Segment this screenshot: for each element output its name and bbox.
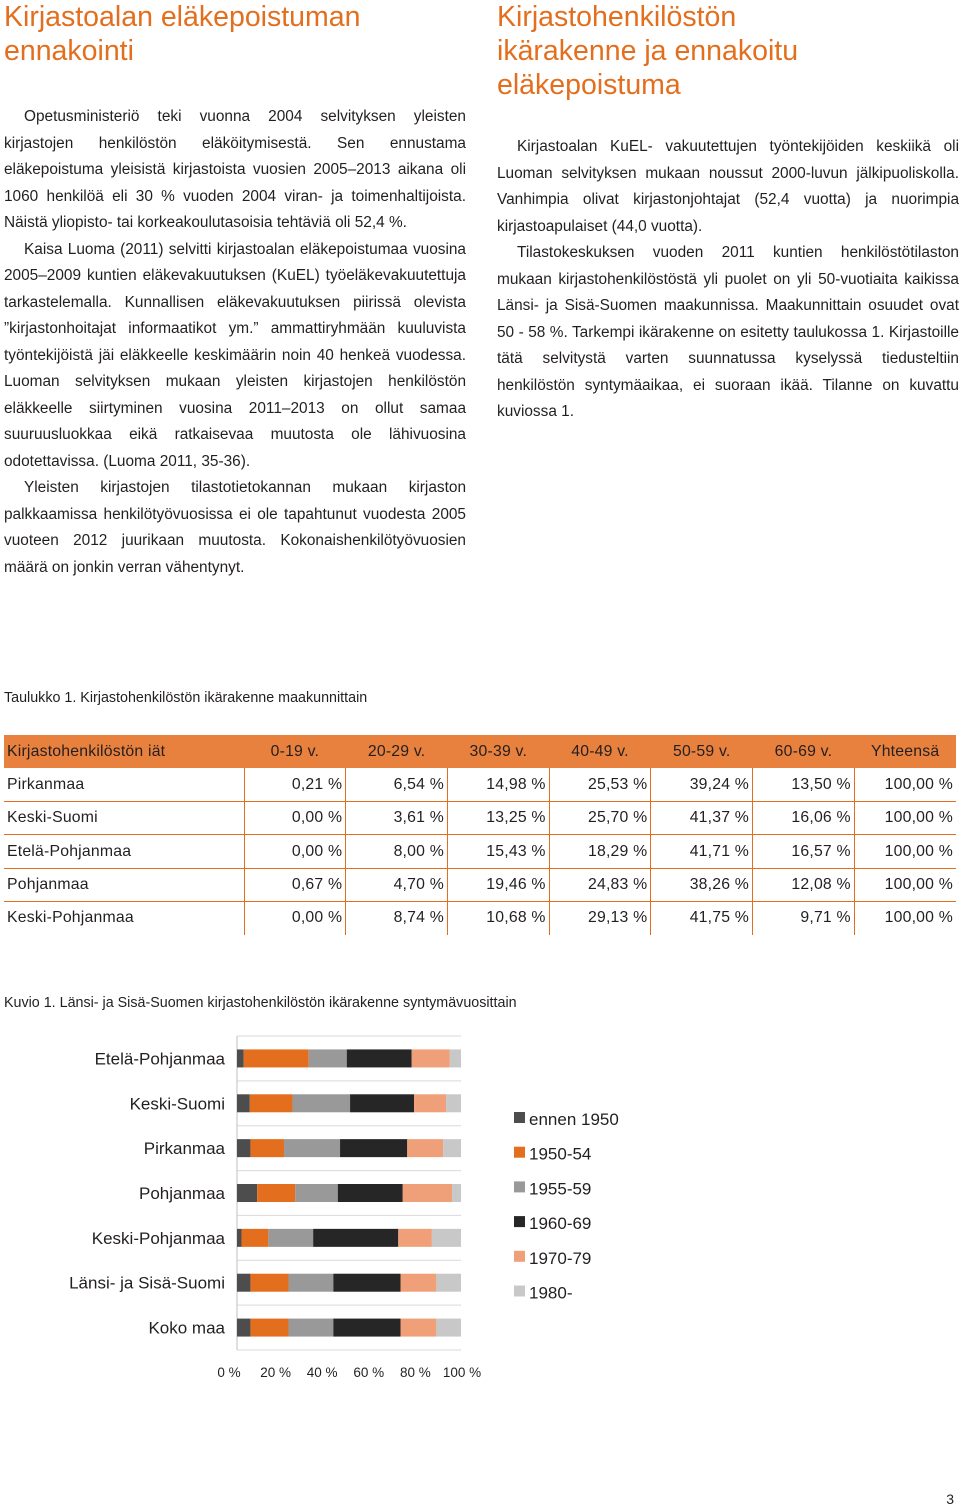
table-cell: 16,57 % [753, 835, 855, 868]
bar-segment [250, 1139, 284, 1157]
table-row [4, 868, 956, 901]
table-row [4, 768, 956, 801]
table-cell: 6,54 % [346, 768, 448, 801]
bar-segment [241, 1229, 268, 1247]
table-header-cell: 20-29 v. [346, 735, 448, 768]
table-cell: Keski-Suomi [4, 802, 244, 835]
table-header-cell: 0-19 v. [244, 735, 346, 768]
bar-segment [452, 1184, 461, 1202]
bar-segment [250, 1094, 293, 1112]
bar-segment [432, 1229, 461, 1247]
table-cell: 14,98 % [447, 768, 549, 801]
x-tick-label: 40 % [306, 1365, 338, 1380]
bar-segment [401, 1274, 437, 1292]
table-header-cell: Yhteensä [854, 735, 956, 768]
table-caption: Taulukko 1. Kirjastohenkilöstön ikärakenne maakunnittain [4, 690, 368, 706]
paragraph: Yleisten kirjastojen tilastotietokannan mukaan kirjaston palkkaamissa henkilötyövuosissa ei ole tapahtunut vuodesta 2005 vuoteen 2012 juurikaan muutosta. Kokonaishenkilötyövuosien määrä on jonkin verran vähentynyt. [4, 479, 466, 576]
bar-segment [244, 1049, 309, 1067]
bar-segment [257, 1184, 295, 1202]
right-heading-line: eläkepoistuma [497, 69, 681, 101]
bar-segment [237, 1184, 257, 1202]
legend-swatch [514, 1216, 525, 1227]
bar-segment [284, 1139, 340, 1157]
category-label: Pohjanmaa [138, 1184, 225, 1203]
table-header-cell: 50-59 v. [651, 735, 753, 768]
table-cell: Keski-Pohjanmaa [7, 909, 134, 927]
x-tick-label: 80 % [399, 1365, 431, 1380]
legend-label: 1970-79 [529, 1248, 592, 1268]
paragraph: Opetusministeriö teki vuonna 2004 selvityksen yleisten kirjastojen henkilöstön eläköitymisestä. Sen ennustama eläkepoistuma yleisistä kirjastoista vuosien 2005–2013 aikana oli 1060 henkilöä eli 30 % vuoden 2004 viran- ja toimenhaltijoista. Näistä yliopisto- tai korkeakoulutasoisia tehtäviä oli 52,4 %. [4, 108, 466, 231]
bar-segment [289, 1319, 334, 1337]
category-label: Keski-Suomi [129, 1094, 225, 1114]
table-cell: 39,24 % [651, 768, 753, 801]
table-cell: 24,83 % [549, 868, 651, 901]
legend-swatch [514, 1286, 525, 1297]
bar-segment [446, 1094, 461, 1112]
table-cell: 12,08 % [753, 868, 855, 901]
right-heading-line: ikärakenne ja ennakoitu [497, 35, 799, 67]
table-cell: 0,00 % [244, 835, 346, 868]
bar-segment [436, 1319, 461, 1337]
bar-segment [237, 1094, 250, 1112]
bar-segment [398, 1229, 432, 1247]
table-header-cell: 60-69 v. [753, 735, 855, 768]
right-heading [497, 0, 959, 102]
table-cell: 16,06 % [753, 802, 855, 835]
x-tick-label: 100 % [442, 1365, 482, 1380]
bar-segment [333, 1319, 400, 1337]
bar-segment [340, 1139, 407, 1157]
table-header-row [4, 735, 956, 768]
right-column [497, 0, 959, 426]
table-row [4, 835, 956, 868]
category-label: Etelä-Pohjanmaa [94, 1049, 225, 1069]
table-cell: 0,67 % [244, 868, 346, 901]
bar-segment [250, 1274, 288, 1292]
bar-segment [412, 1049, 450, 1067]
right-heading-line: Kirjastohenkilöstön [497, 1, 737, 33]
table-row [4, 802, 956, 835]
table-cell: 8,00 % [346, 835, 448, 868]
table-cell: 100,00 % [854, 901, 956, 934]
left-heading-line: ennakointi [4, 35, 134, 67]
bar-segment [443, 1139, 461, 1157]
table-cell: 38,26 % [651, 868, 753, 901]
legend-swatch [514, 1147, 525, 1158]
bar-segment [250, 1319, 288, 1337]
legend-label: 1960-69 [529, 1214, 592, 1234]
bar-segment [268, 1229, 313, 1247]
table-cell: 41,75 % [651, 901, 753, 934]
table-row [4, 901, 956, 934]
table-cell: 3,61 % [346, 802, 448, 835]
legend-label: 1980- [529, 1283, 573, 1303]
table-cell: 10,68 % [447, 901, 549, 934]
bar-segment [401, 1319, 437, 1337]
table-cell: 100,00 % [854, 835, 956, 868]
category-label: Pirkanmaa [143, 1139, 225, 1159]
bar-segment [350, 1094, 414, 1112]
table-cell: 100,00 % [854, 802, 956, 835]
table-cell: 8,74 % [346, 901, 448, 934]
table-cell: 25,70 % [549, 802, 651, 835]
table-cell: 18,29 % [549, 835, 651, 868]
bar-segment [237, 1049, 244, 1067]
table-header-cell: 30-39 v. [447, 735, 549, 768]
bar-segment [237, 1229, 241, 1247]
bar-segment [237, 1319, 250, 1337]
table-cell: 0,00 % [244, 901, 346, 934]
legend-swatch [514, 1251, 525, 1262]
left-heading-line: Kirjastoalan eläkepoistuman [4, 1, 361, 33]
legend-label: 1955-59 [529, 1179, 592, 1199]
table-cell: 13,25 % [447, 802, 549, 835]
bar-segment [403, 1184, 452, 1202]
bar-segment [237, 1274, 250, 1292]
table-cell: 13,50 % [753, 768, 855, 801]
bar-segment [436, 1274, 461, 1292]
table-cell: 0,21 % [244, 768, 346, 801]
bar-segment [313, 1229, 398, 1247]
table-cell: 9,71 % [753, 901, 855, 934]
table-cell: Etelä-Pohjanmaa [4, 835, 244, 868]
legend-swatch [514, 1112, 525, 1123]
table-cell: 0,00 % [244, 802, 346, 835]
category-label: Länsi- ja Sisä-Suomi [69, 1273, 225, 1293]
page-number: 3 [946, 1491, 954, 1507]
table-cell: 4,70 % [346, 868, 448, 901]
table-cell: 15,43 % [447, 835, 549, 868]
paragraph: Tilastokeskuksen vuoden 2011 kuntien henkilöstötilaston mukaan kirjastohenkilöstöstä yli puolet on yli 50-vuotiaita kaikissa Länsi- ja Sisä-Suomen maakunnissa. Maakunnittain osuudet ovat 50 - 58 %. Tarkempi ikärakenne on esitetty taulukossa 1. Kirjastoille tätä selvitystä varten suunnatussa kyselyssä tiedusteltiin henkilöstön syntymäaikaa, ei suoraan ikää. Tilanne on kuvattu kuviossa 1. [497, 244, 959, 420]
table-cell: 25,53 % [549, 768, 651, 801]
table-cell: Pirkanmaa [4, 768, 244, 801]
table-cell: 100,00 % [854, 868, 956, 901]
paragraph: Kirjastoalan KuEL- vakuutettujen työntekijöiden keskiikä oli Luoman selvityksen mukaan noussut 2000-luvun jälkipuoliskolla. Vanhimpia olivat kirjastonjohtajat (52,4 vuotta) ja nuorimpia kirjastoapulaiset (44,0 vuotta). [497, 138, 959, 235]
legend-swatch [514, 1181, 525, 1192]
category-label: Keski-Pohjanmaa [91, 1228, 225, 1248]
left-body [4, 104, 466, 581]
bar-segment [333, 1274, 400, 1292]
paragraph: Kaisa Luoma (2011) selvitti kirjastoalan eläkepoistumaa vuosina 2005–2009 kuntien eläkevakuutuksen (KuEL) työeläkevakuutettuja tarkastelemalla. Kunnallisen eläkevakuutuksen piirissä olevista ”kirjastonhoitajat informaatikot ym.” ammattiryhmään kuuluvista työntekijöistä jäi eläkkeelle keskimäärin noin 40 henkeä vuodessa. Luoman selvityksen mukaan yleisten kirjastojen henkilöstön eläkkeelle siirtyminen vuosina 2011–2013 on ollut samaa suuruusluokkaa eikä ratkaisevaa muutosta ole lähivuosina odotettavissa. (Luoma 2011, 35-36). [4, 240, 466, 470]
bar-segment [237, 1139, 250, 1157]
bar-segment [347, 1049, 412, 1067]
bar-segment [414, 1094, 446, 1112]
bar-segment [450, 1049, 461, 1067]
table-cell: 41,71 % [651, 835, 753, 868]
x-tick-label: 20 % [260, 1365, 291, 1380]
left-column [4, 0, 466, 581]
bar-segment [292, 1094, 350, 1112]
bar-segment [309, 1049, 347, 1067]
bar-segment [289, 1274, 334, 1292]
table-cell: 100,00 % [854, 768, 956, 801]
table-header-cell: Kirjastohenkilöstön iät [4, 735, 244, 768]
legend-label: ennen 1950 [529, 1110, 619, 1129]
legend-label: 1950-54 [529, 1144, 592, 1164]
bar-segment [295, 1184, 338, 1202]
table-cell: 19,46 % [447, 868, 549, 901]
right-body [497, 134, 959, 426]
table-cell: 29,13 % [549, 901, 651, 934]
x-tick-label: 0 % [217, 1365, 241, 1380]
table-header-cell: 40-49 v. [549, 735, 651, 768]
bar-segment [407, 1139, 443, 1157]
bar-segment [338, 1184, 403, 1202]
category-label: Koko maa [148, 1318, 225, 1338]
left-heading [4, 0, 466, 68]
table-cell: 41,37 % [651, 802, 753, 835]
table-cell: Pohjanmaa [4, 868, 244, 901]
age-structure-table [4, 735, 956, 935]
chart-caption: Kuvio 1. Länsi- ja Sisä-Suomen kirjastohenkilöstön ikärakenne syntymävuosittain [4, 995, 517, 1011]
x-tick-label: 60 % [353, 1365, 385, 1380]
age-structure-chart [0, 1024, 960, 1394]
